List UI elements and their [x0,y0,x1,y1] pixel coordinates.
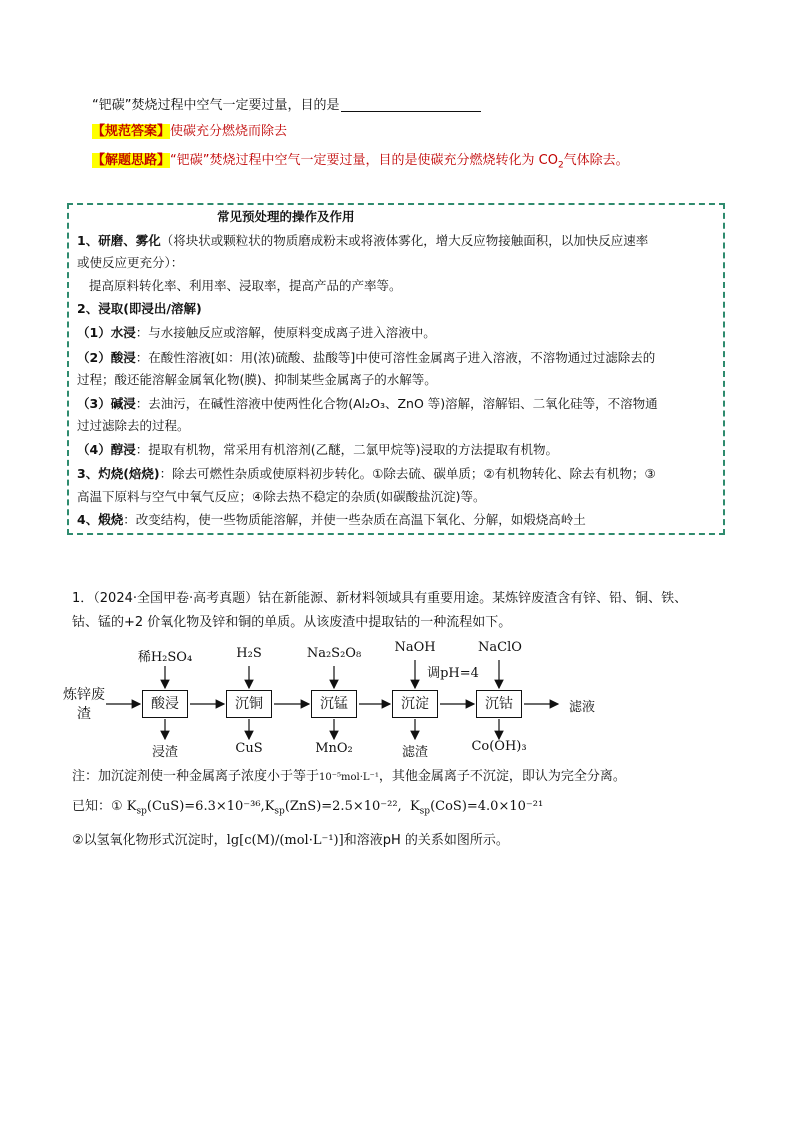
step-copper-precip: 沉铜 [226,690,272,718]
question-line-1: 1．（2024·全国甲卷·高考真题）钴在新能源、新材料领域具有重要用途。某炼锌废渣含有锌、铅、铜、铁、 [72,591,688,606]
box-line-13: 4、煅烧：改变结构，使一些物质能溶解，并使一些杂质在高温下氧化、分解，如煅烧高岭土 [77,512,586,527]
box-line-3: 提高原料转化率、利用率、浸取率，提高产品的产率等。 [89,278,402,293]
reagent-na2s2o8: Na₂S₂O₈ [306,646,362,661]
step-precipitate: 沉淀 [392,690,438,718]
pretreatment-box [67,203,725,535]
box-line-1: 1、研磨、雾化（将块状或颗粒状的物质磨成粉末或将液体雾化，增大反应物接触面积，以加快反应速率 [77,233,649,248]
reagent-dilute-h2so4: 稀H₂SO₄ [137,650,193,665]
box-line-11: 3、灼烧(焙烧)：除去可燃性杂质或使原料初步转化。①除去硫、碳单质；②有机物转化、除去有机物；③ [77,466,656,481]
question-text: “钯碳”焚烧过程中空气一定要过量，目的是 [92,98,340,113]
box-line-6: （2）酸浸：在酸性溶液[如：用(浓)硫酸、盐酸等]中使可溶性金属离子进入溶液，不溶物通过过滤除去的 [77,350,656,365]
box-line-2: 或使反应更充分）： [77,255,184,270]
output-mno2: MnO₂ [315,741,353,756]
step-cobalt-precip: 沉钴 [476,690,522,718]
reagent-naoh: NaOH [394,640,436,655]
ph-adjust-note: 调pH=4 [427,666,479,681]
question-line-2: 钴、锰的+2 价氧化物及锌和铜的单质。从该废渣中提取钴的一种流程如下。 [72,615,512,630]
flow-end-filtrate: 滤液 [568,700,595,715]
box-line-8: （3）碱浸：去油污，在碱性溶液中使两性化合物(Al₂O₃、ZnO 等)溶解，溶解铝、二氧化硅等，不溶物通 [77,396,658,411]
box-line-12: 高温下原料与空气中氧气反应；④除去热不稳定的杂质(如碳酸盐沉淀)等。 [77,489,486,504]
box-line-4: 2、浸取(即浸出/溶解) [77,301,202,316]
reason-tag: 【解题思路】 [92,153,171,168]
reagent-naclo: NaClO [478,640,522,655]
answer-text: 使碳充分燃烧而除去 [170,124,288,139]
flow-start-label: 炼锌废渣 [63,687,105,722]
output-leach-residue: 浸渣 [151,745,178,760]
graph-intro-line: ②以氢氧化物形式沉淀时，lg[c(M)/(mol·L⁻¹)]和溶液pH 的关系如图所示。 [72,833,509,848]
box-line-10: （4）醇浸：提取有机物，常采用有机溶剂(乙醚，二氯甲烷等)浸取的方法提取有机物。 [77,442,558,457]
reagent-h2s: H₂S [236,646,262,661]
reasoning [92,151,629,176]
box-line-5: （1）水浸：与水接触反应或溶解，使原料变成离子进入溶液中。 [77,325,436,340]
step-acid-leach: 酸浸 [142,690,188,718]
box-line-9: 过过滤除去的过程。 [77,418,190,433]
note-line: 注：加沉淀剂使一种金属离子浓度小于等于10⁻⁵mol·L⁻¹，其他金属离子不沉淀，即认为完全分离。 [72,769,626,784]
step-manganese-precip: 沉锰 [311,690,357,718]
box-title: 常见预处理的操作及作用 [217,209,355,224]
ksp-line: 已知：① $K_{sp}(CuS)=6.3\times 10^{-36},K_{sp}(ZnS)=2.5\times 10^{-22}$, $K_{sp}(CoS)=4.0\times 10^{-21}$ [72,799,544,817]
output-filter-residue: 滤渣 [401,745,428,760]
output-co-oh3: Co(OH)₃ [471,739,527,754]
standard-answer [92,122,287,142]
reason-text: “钯碳”焚烧过程中空气一定要过量，目的是使碳充分燃烧转化为 $CO_2$气体除去。 [170,153,629,171]
box-line-7: 过程；酸还能溶解金属氧化物(膜)、抑制某些金属离子的水解等。 [77,372,437,387]
answer-blank [341,97,481,112]
blank-question [92,96,481,116]
output-cus: CuS [235,741,263,756]
answer-tag: 【规范答案】 [92,124,171,139]
